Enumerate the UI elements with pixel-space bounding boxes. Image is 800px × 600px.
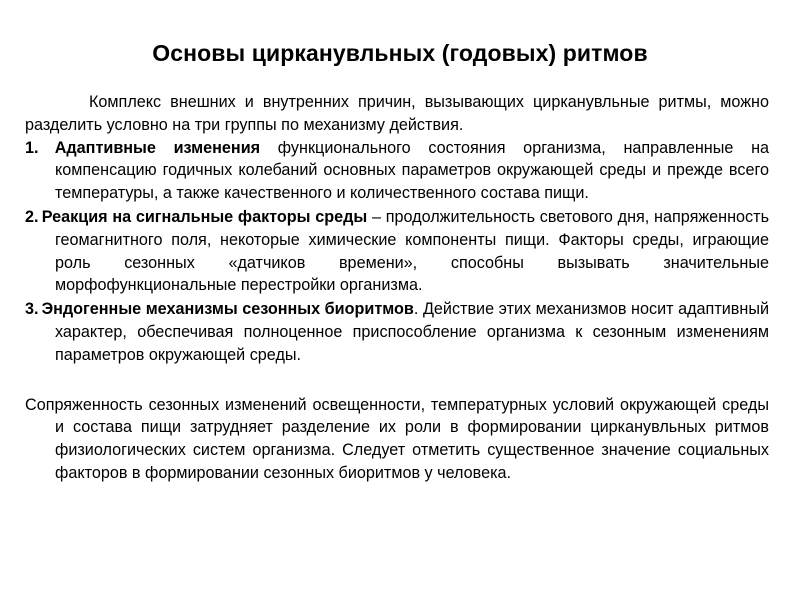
intro-paragraph: Комплекс внешних и внутренних причин, вызывающих цирканувльные ритмы, можно разделить условно на три группы по механизму действия. [25, 93, 769, 134]
list-item-2 [25, 206, 769, 297]
list-item-1 [25, 137, 769, 205]
list-item-number: 1. [25, 138, 39, 157]
list-item-number: 3. [25, 300, 39, 319]
list-item-text: функционального состояния организма, направленные на компенсацию годичных колебаний основных параметров окружающей среды и прежде всего температуры, а также качественного и количественного состава пищи. [55, 138, 770, 203]
list-item-number: 2. [25, 207, 39, 226]
list-item-text: – продолжительность светового дня, напряженность геомагнитного поля, некоторые химические компоненты пищи. Факторы среды, играющие роль сезонных «датчиков времени», способны вызывать значительные морфофункциональные перестройки организма. [55, 207, 769, 295]
page-title: Основы цирканувльных (годовых) ритмов [152, 40, 648, 66]
closing-paragraph: Сопряженность сезонных изменений освещенности, температурных условий окружающей среды и состава пищи затрудняет разделение их роли в формировании цирканувльных ритмов физиологических систем организма. Следует отметить существенное значение социальных факторов в формировании сезонных биоритмов у человека. [25, 395, 769, 482]
list-item-text: . Действие этих механизмов носит адаптивный характер, обеспечивая полноценное приспособление организма к сезонным изменениям параметров окружающей среды. [55, 300, 769, 364]
slide-body [25, 91, 769, 485]
list-item-heading: Реакция на сигнальные факторы среды [41, 207, 368, 226]
list-item-heading: Эндогенные механизмы сезонных биоритмов [41, 300, 414, 319]
list-item-heading: Адаптивные изменения [54, 138, 261, 157]
list-item-3 [25, 298, 769, 366]
